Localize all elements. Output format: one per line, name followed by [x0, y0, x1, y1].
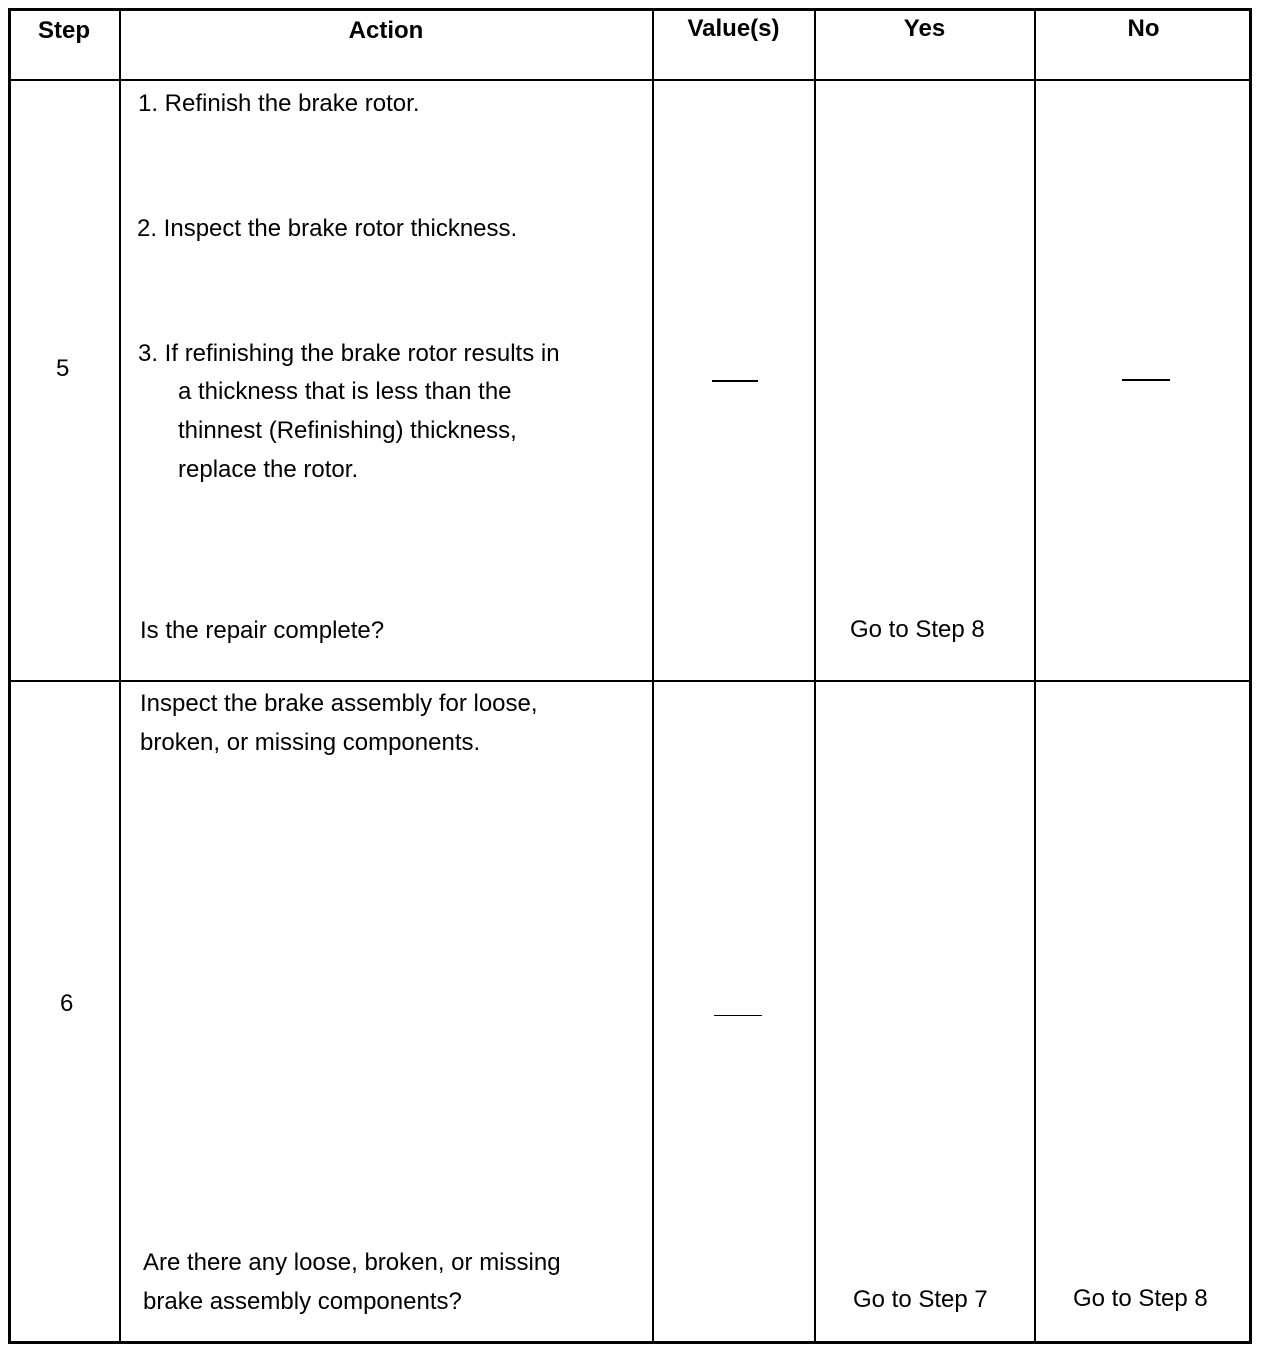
action-item-2: 2. Inspect the brake rotor thickness. [137, 215, 518, 242]
column-divider-values-yes [814, 8, 816, 1344]
procedure-table [8, 8, 1252, 1344]
action-question: Is the repair complete? [140, 617, 385, 644]
row-divider-5-6 [8, 680, 1252, 682]
column-divider-action-values [652, 8, 654, 1344]
no-result: Go to Step 8 [1073, 1285, 1208, 1312]
action-item-1: 1. Refinish the brake rotor. [138, 90, 420, 117]
action-item-3-line-1: 3. If refinishing the brake rotor results in [138, 340, 560, 367]
header-no: No [1127, 15, 1160, 42]
yes-result: Go to Step 7 [853, 1286, 988, 1313]
action-question-line-2: brake assembly components? [143, 1288, 462, 1315]
action-item-3-line-2: a thickness that is less than the [178, 378, 512, 405]
header-row-divider [8, 79, 1252, 81]
header-yes: Yes [903, 15, 946, 42]
yes-result: Go to Step 8 [850, 616, 985, 643]
no-dash [1122, 379, 1170, 381]
action-intro-line-1: Inspect the brake assembly for loose, [140, 690, 538, 717]
action-question-line-1: Are there any loose, broken, or missing [143, 1249, 561, 1276]
values-dash [714, 1015, 762, 1016]
column-divider-step-action [119, 8, 121, 1344]
action-intro-line-2: broken, or missing components. [140, 729, 481, 756]
header-values: Value(s) [687, 15, 780, 42]
action-item-3-line-3: thinnest (Refinishing) thickness, [178, 417, 517, 444]
header-step: Step [37, 17, 90, 44]
step-number-5: 5 [56, 355, 70, 382]
action-item-3-line-4: replace the rotor. [178, 456, 359, 483]
step-number-6: 6 [60, 990, 74, 1017]
header-action: Action [348, 17, 424, 44]
column-divider-yes-no [1034, 8, 1036, 1344]
values-dash [712, 380, 758, 382]
